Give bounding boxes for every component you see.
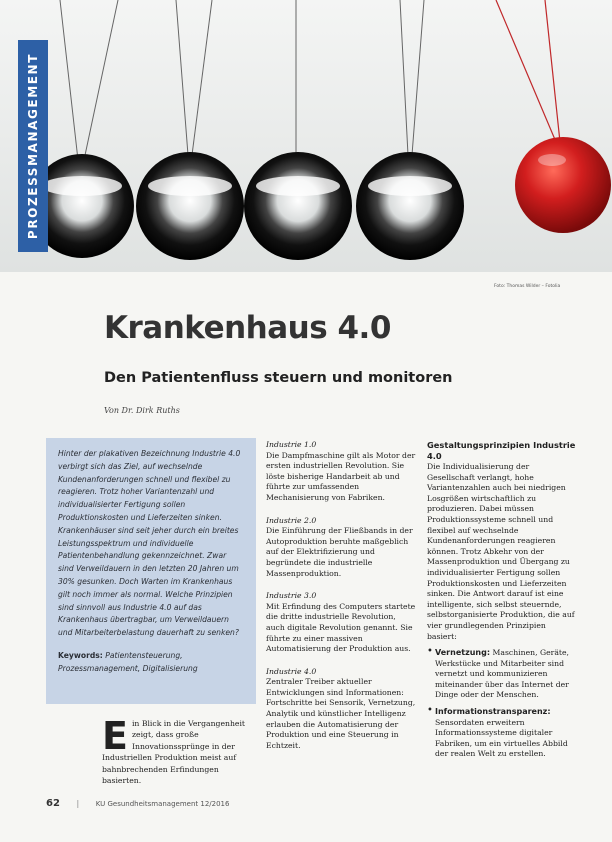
keywords [58, 650, 244, 676]
publication-name: KU Gesundheitsmanagement 12/2016 [95, 800, 230, 808]
principles-list [427, 648, 577, 760]
newtons-cradle-illustration [0, 0, 612, 272]
column-industry-history [266, 440, 416, 763]
drop-cap: E [102, 714, 128, 758]
industry-text: Die Einführung der Fließbands in der Autoproduktion beruhte maßgeblich auf der Elektrifizierung und begründete die industrielle Massenproduktion. [266, 526, 413, 578]
industry-text: Die Dampfmaschine gilt als Motor der ersten industriellen Revolution. Sie löste bisherige Handarbeit ab und führte zur umfassenden Mechanisierung von Fabriken. [266, 450, 416, 502]
industry-paragraph [266, 591, 416, 655]
list-item [427, 648, 577, 701]
industry-heading: Industrie 4.0 [266, 666, 317, 676]
industry-text: Mit Erfindung des Computers startete die dritte industrielle Revolution, auch digitale Revolution genannt. Sie führte zu einer massiven Automatisierung der Produktion aus. [266, 601, 416, 654]
intro-paragraph [102, 714, 258, 786]
article-subtitle: Den Patientenfluss steuern und monitoren [104, 370, 453, 386]
section-tab-label: PROZESSMANAGEMENT [26, 52, 40, 240]
abstract-text: Hinter der plakativen Bezeichnung Industrie 4.0 verbirgt sich das Ziel, auf wechselnde Kundenanforderungen schnell und flexibel zu reagieren. Trotz hoher Variantenzahl und individualisierter Fertigung sollen Produktionskosten und Lieferzeiten sinken. Krankenhäuser sind seit jeher durch ein breites Leistungsspektrum und individuelle Patientenbehandlung gekennzeichnet. Zwar sind Verweildauern in den letzten 20 Jahren um 30% gesunken. Doch Warten im Krankenhaus gilt noch immer als normal. Welche Prinzipien sind sinnvoll aus Industrie 4.0 auf das Krankenhaus übertragbar, um Verweildauern und Mitarbeiterbelastung dauerhaft zu senken? [58, 449, 241, 638]
metal-ball [356, 152, 464, 260]
metal-ball [244, 152, 352, 260]
bullet-text: Maschinen, Geräte, Werkstücke und Mitarbeiter sind vernetzt und kommunizieren miteinander über das Internet der Dinge oder der Menschen. [435, 648, 569, 700]
bullet-text: Sensordaten erweitern Informationssysteme digitaler Fabriken, um ein virtuelles Abbild der realen Welt zu erstellen. [435, 717, 568, 759]
industry-text: Zentraler Treiber aktueller Entwicklungen sind Informationen: Fortschritte bei Sensorik, Vernetzung, Analytik und künstlicher Intelligenz erlauben die Automatisierung der Produktion und eine Steuerung in Echtzeit. [266, 677, 416, 750]
page-number: 62 [46, 798, 60, 809]
section-tab [18, 40, 48, 252]
column-principles [427, 440, 577, 766]
principles-heading: Gestaltungsprinzipien Industrie 4.0 [427, 440, 576, 461]
article-title: Krankenhaus 4.0 [104, 310, 391, 346]
keywords-label: Keywords: [58, 650, 103, 660]
author-line: Von Dr. Dirk Ruths [104, 406, 180, 415]
keywords-list: Patientensteuerung, Prozessmanagement, Digitalisierung [58, 650, 198, 673]
red-ball [515, 137, 611, 233]
industry-heading: Industrie 3.0 [266, 591, 317, 601]
photo-credit: Foto: Thomas Wilder – Fotolia [494, 284, 561, 289]
metal-ball [136, 152, 244, 260]
industry-paragraph [266, 516, 416, 580]
industry-heading: Industrie 2.0 [266, 515, 317, 525]
industry-paragraph [266, 667, 416, 752]
principles-text: Die Individualisierung der Gesellschaft verlangt, hohe Variantenzahlen auch bei niedrigen Losgrößen wirtschaftlich zu produzieren. Dabei müssen Produktionssysteme schnell und flexibel auf wechselnde Kundenanforderungen reagieren können. Trotz Abkehr von der Massenproduktion und Übergang zu individualisierter Fertigung sollen Produktionskosten und Lieferzeiten sinken. Die Antwort darauf ist eine intelligente, sich selbst steuernde, selbstorganisierte Produktion, die auf vier grundlegenden Prinzipien basiert: [427, 462, 575, 641]
intro-text: in Blick in die Vergangenheit zeigt, dass große Innovationssprünge in der Industriellen Produktion meist auf bahnbrechenden Erfindungen basierten. [102, 719, 246, 786]
industry-heading: Industrie 1.0 [266, 440, 317, 449]
abstract-box [46, 438, 256, 704]
footer-divider: | [76, 799, 80, 808]
bullet-label: Informationstransparenz: [435, 707, 551, 717]
list-item [427, 707, 577, 760]
hero-image [0, 0, 612, 272]
page-footer [46, 798, 229, 809]
industry-paragraph [266, 440, 416, 504]
bullet-label: Vernetzung: [435, 648, 491, 658]
